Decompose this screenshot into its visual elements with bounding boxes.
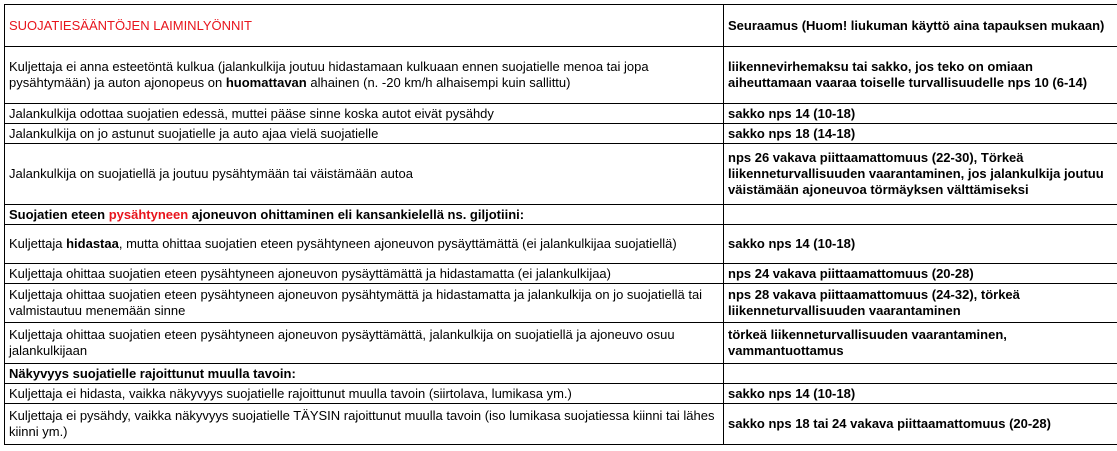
row-consequence: sakko nps 14 (10-18) — [724, 104, 1117, 124]
row-description: Kuljettaja ei pysähdy, vaikka näkyvyys suojatielle TÄYSIN rajoittunut muulla tavoin (iso lumikasa suojatiessa kiinni tai lähes kiinni ym.) — [5, 404, 724, 445]
section-title-text: ajoneuvon ohittaminen eli kansankielellä ns. giljotiini: — [188, 206, 525, 222]
row-description: Jalankulkija on suojatiellä ja joutuu pysähtymään tai väistämään autoa — [5, 144, 724, 205]
desc-text: Kuljettaja ei anna esteetöntä kulkua (jalankulkija joutuu hidastamaan kulkuaan ennen suojatielle menoa tai jopa pysähtymään) ja auton ajonopeus on — [9, 59, 649, 90]
section-header-row — [5, 205, 1117, 225]
table-row — [5, 124, 1117, 144]
desc-text: alhainen (n. -20 km/h alhaisempi kuin sallittu) — [306, 75, 571, 90]
row-description: Jalankulkija odottaa suojatien edessä, muttei pääse sinne koska autot eivät pysähdy — [5, 104, 724, 124]
row-description: Kuljettaja ohittaa suojatien eteen pysähtyneen ajoneuvon pysäyttämättä ja hidastamatta (ei jalankulkijaa) — [5, 264, 724, 284]
header-row — [5, 5, 1117, 47]
table-row — [5, 225, 1117, 264]
row-consequence: sakko nps 18 (14-18) — [724, 124, 1117, 144]
section-title: Näkyvyys suojatielle rajoittunut muulla tavoin: — [5, 364, 724, 384]
row-description: Kuljettaja ei hidasta, vaikka näkyvyys suojatielle rajoittunut muulla tavoin (siirtolava, lumikasa ym.) — [5, 384, 724, 404]
row-consequence: sakko nps 18 tai 24 vakava piittaamattomuus (20-28) — [724, 404, 1117, 445]
section-title — [5, 205, 724, 225]
row-consequence: liikennevirhemaksu tai sakko, jos teko on omiaan aiheuttamaan vaaraa toiselle turvallisuudelle nps 10 (6-14) — [724, 47, 1117, 104]
table-title: SUOJATIESÄÄNTÖJEN LAIMINLYÖNNIT — [9, 17, 252, 33]
desc-bold-text: hidastaa — [66, 236, 119, 251]
desc-text: Kuljettaja — [9, 236, 67, 251]
section-header-row — [5, 364, 1117, 384]
empty-cell — [724, 364, 1117, 384]
consequence-header: Seuraamus (Huom! liukuman käyttö aina tapauksen mukaan) — [724, 5, 1117, 47]
table-row — [5, 104, 1117, 124]
empty-cell — [724, 205, 1117, 225]
table-row — [5, 323, 1117, 364]
table-title-cell — [5, 5, 724, 47]
table-row — [5, 47, 1117, 104]
row-consequence: törkeä liikenneturvallisuuden vaarantaminen, vammantuottamus — [724, 323, 1117, 364]
table-row — [5, 384, 1117, 404]
row-description — [5, 47, 724, 104]
table-row — [5, 404, 1117, 445]
table-row — [5, 284, 1117, 323]
table-row — [5, 144, 1117, 205]
desc-bold-text: huomattavan — [225, 75, 307, 90]
row-description — [5, 225, 724, 264]
row-consequence: sakko nps 14 (10-18) — [724, 225, 1117, 264]
row-consequence: nps 28 vakava piittaamattomuus (24-32), törkeä liikenneturvallisuuden vaarantaminen — [724, 284, 1117, 323]
row-description: Jalankulkija on jo astunut suojatielle ja auto ajaa vielä suojatielle — [5, 124, 724, 144]
row-consequence: sakko nps 14 (10-18) — [724, 384, 1117, 404]
row-description: Kuljettaja ohittaa suojatien eteen pysähtyneen ajoneuvon pysäyttämättä, jalankulkija on suojatiellä ja ajoneuvo osuu jalankulkijaan — [5, 323, 724, 364]
row-description: Kuljettaja ohittaa suojatien eteen pysähtyneen ajoneuvon pysähtymättä ja hidastamatta ja jalankulkija on jo suojatiellä tai valmistautuu menemään sinne — [5, 284, 724, 323]
section-title-highlight: pysähtyneen — [108, 206, 189, 222]
row-consequence: nps 26 vakava piittaamattomuus (22-30), Törkeä liikenneturvallisuuden vaarantaminen, jos jalankulkija joutuu väistämään ajoneuvoa törmäyksen välttämiseksi — [724, 144, 1117, 205]
table-row — [5, 264, 1117, 284]
desc-text: , mutta ohittaa suojatien eteen pysähtyneen ajoneuvon pysäyttämättä (ei jalankulkijaa suojatiellä) — [118, 236, 677, 251]
row-consequence: nps 24 vakava piittaamattomuus (20-28) — [724, 264, 1117, 284]
violations-table — [4, 4, 1117, 445]
section-title-text: Suojatien eteen — [9, 206, 109, 222]
